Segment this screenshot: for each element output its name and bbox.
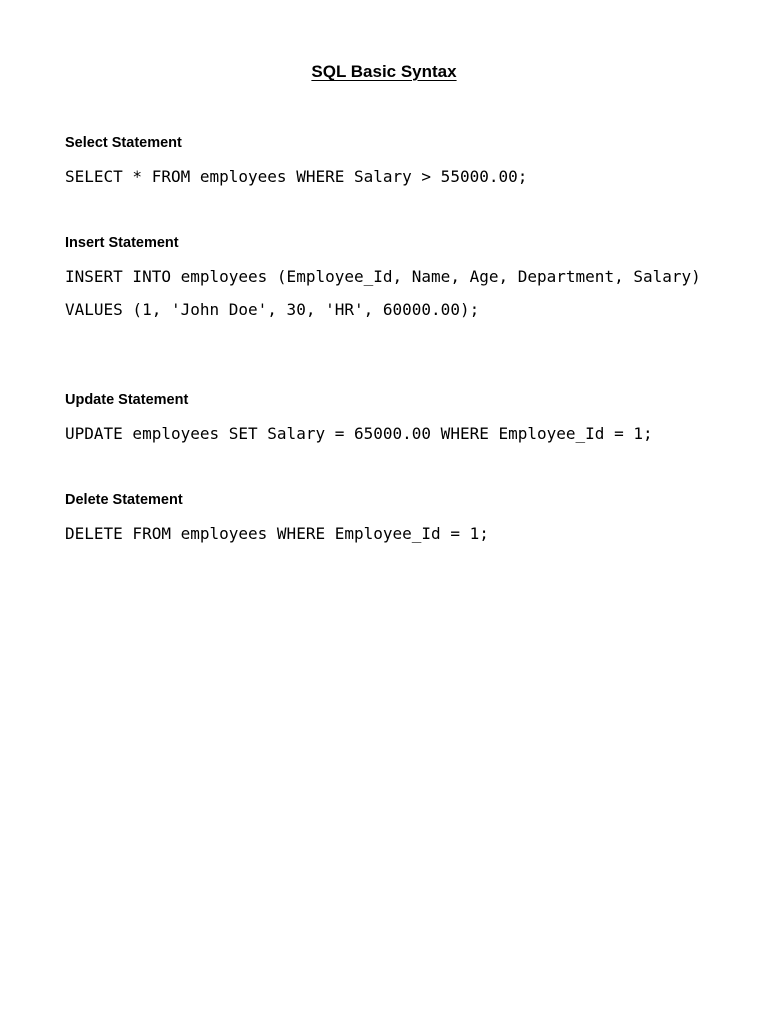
section-heading: Select Statement (65, 135, 182, 151)
code-line: VALUES (1, 'John Doe', 30, 'HR', 60000.00); (65, 300, 480, 319)
section-heading: Insert Statement (65, 235, 179, 251)
section-heading: Delete Statement (65, 492, 183, 508)
page-title (0, 60, 768, 84)
select-statement-section (65, 133, 715, 188)
code-line: DELETE FROM employees WHERE Employee_Id = 1; (65, 524, 489, 543)
section-heading: Update Statement (65, 392, 189, 408)
page-title-text: SQL Basic Syntax (311, 62, 457, 81)
delete-statement-section (65, 490, 715, 545)
code-line: INSERT INTO employees (Employee_Id, Name, Age, Department, Salary) (65, 267, 701, 286)
insert-statement-section (65, 233, 715, 321)
code-line: UPDATE employees SET Salary = 65000.00 WHERE Employee_Id = 1; (65, 424, 653, 443)
code-line: SELECT * FROM employees WHERE Salary > 55000.00; (65, 167, 528, 186)
update-statement-section (65, 390, 715, 445)
